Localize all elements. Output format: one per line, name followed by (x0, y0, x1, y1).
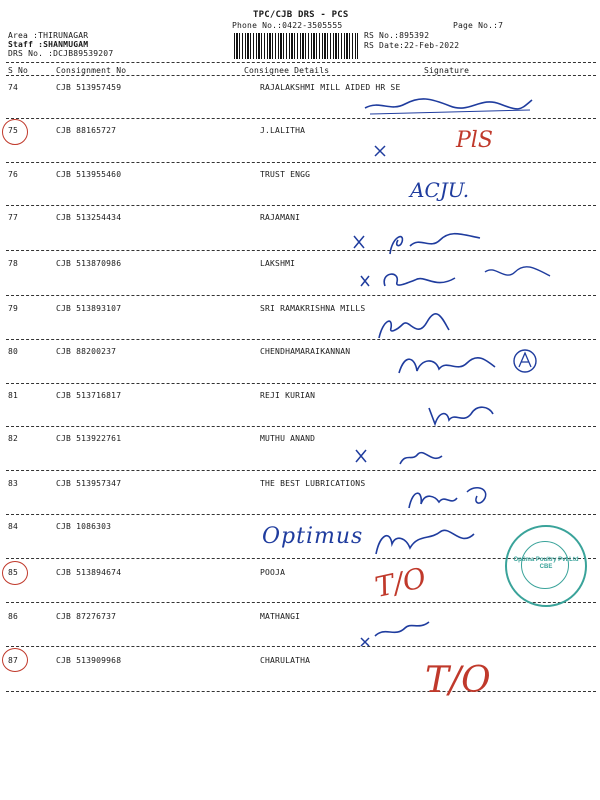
row-consignment: CJB 513893107 (56, 304, 122, 313)
row-consignee: RAJAMANI (260, 213, 301, 222)
pls-annotation: PlS (456, 128, 493, 153)
row-sno: 84 (8, 522, 19, 531)
row-divider (6, 470, 596, 471)
cross-mark-75 (371, 142, 391, 162)
table-row (0, 213, 600, 258)
to-annotation-87: T/O (425, 660, 491, 701)
signature-scribble-79 (373, 310, 453, 344)
row-consignee: POOJA (260, 568, 286, 577)
row-consignment: CJB 87276737 (56, 612, 117, 621)
signature-scribble-78 (355, 262, 555, 298)
row-consignment: CJB 88165727 (56, 126, 117, 135)
row-consignee: REJI KURIAN (260, 391, 316, 400)
row-consignment: CJB 513957347 (56, 479, 122, 488)
row-consignment: CJB 88200237 (56, 347, 117, 356)
row-consignee: CHENDHAMARAIKANNAN (260, 347, 351, 356)
column-consignment: Consignment No (56, 66, 127, 75)
row-sno: 76 (8, 170, 19, 179)
header-divider (6, 62, 596, 63)
signature-scribble-74 (360, 90, 540, 120)
drs-number: DRS No. :DCJB89539207 (8, 49, 114, 58)
row-sno: 78 (8, 259, 19, 268)
table-row (0, 612, 600, 657)
row-consignment: CJB 513716817 (56, 391, 122, 400)
row-consignee: LAKSHMI (260, 259, 296, 268)
row-consignment: CJB 513254434 (56, 213, 122, 222)
row-87-circle-mark (2, 648, 28, 672)
document-title: TPC/CJB DRS - PCS (253, 10, 349, 20)
row-sno: 75 (8, 126, 19, 135)
row-divider (6, 250, 596, 251)
row-85-circle-mark (2, 561, 28, 585)
column-sno: S No (8, 66, 29, 75)
row-consignee: J.LALITHA (260, 126, 306, 135)
row-sno: 79 (8, 304, 19, 313)
row-divider (6, 602, 596, 603)
company-stamp (505, 525, 587, 607)
row-sno: 80 (8, 347, 19, 356)
row-consignee: THE BEST LUBRICATIONS (260, 479, 366, 488)
to-annotation-85: T/O (372, 561, 429, 604)
table-row (0, 170, 600, 215)
signature-scribble-77 (350, 226, 490, 260)
row-sno: 74 (8, 83, 19, 92)
table-row (0, 391, 600, 436)
stamp-text: Optima Poultry Pvt Ltd CBE (513, 557, 579, 570)
row-divider (6, 514, 596, 515)
page-number: Page No.:7 (453, 21, 504, 30)
row-divider (6, 646, 596, 647)
signature-scribble-80 (395, 347, 545, 383)
row-sno: 87 (8, 656, 19, 665)
row-divider (6, 162, 596, 163)
row-divider (6, 691, 596, 692)
optimus-annotation: Optimus (262, 524, 364, 549)
row-divider (6, 383, 596, 384)
row-sno: 85 (8, 568, 19, 577)
column-consignee: Consignee Details (244, 66, 330, 75)
table-row (0, 479, 600, 524)
row-sno: 83 (8, 479, 19, 488)
barcode (234, 33, 358, 59)
row-consignee: MUTHU ANAND (260, 434, 316, 443)
row-consignee: TRUST ENGG (260, 170, 311, 179)
rs-date: RS Date:22-Feb-2022 (364, 41, 460, 50)
row-consignment: CJB 513955460 (56, 170, 122, 179)
row-sno: 81 (8, 391, 19, 400)
rs-number: RS No.:895392 (364, 31, 430, 40)
row-consignee: SRI RAMAKRISHNA MILLS (260, 304, 366, 313)
row-consignment: CJB 513922761 (56, 434, 122, 443)
row-sno: 82 (8, 434, 19, 443)
row-consignee: RAJALAKSHMI MILL AIDED HR SE (260, 83, 401, 92)
staff-label: Staff :SHANMUGAM (8, 40, 89, 49)
table-row (0, 304, 600, 349)
row-consignee: MATHANGI (260, 612, 301, 621)
signature-scribble-86 (355, 612, 435, 652)
area-label: Area :THIRUNAGAR (8, 31, 89, 40)
row-divider (6, 339, 596, 340)
row-consignment: CJB 513909968 (56, 656, 122, 665)
row-consignment: CJB 513957459 (56, 83, 122, 92)
table-row (0, 126, 600, 171)
row-sno: 86 (8, 612, 19, 621)
row-consignee: CHARULATHA (260, 656, 311, 665)
signature-scribble-82 (350, 442, 450, 470)
row-divider (6, 426, 596, 427)
signature-scribble-84 (370, 524, 480, 560)
signature-scribble-83 (405, 482, 505, 516)
row-75-circle-mark (2, 119, 28, 145)
row-consignment: CJB 513870986 (56, 259, 122, 268)
phone-number: Phone No.:0422-3505555 (232, 21, 343, 30)
row-divider (6, 205, 596, 206)
table-row (0, 656, 600, 701)
column-signature: Signature (424, 66, 470, 75)
table-row (0, 434, 600, 479)
row-consignment: CJB 1086303 (56, 522, 112, 531)
signature-scribble-81 (425, 398, 505, 428)
row-sno: 77 (8, 213, 19, 222)
column-divider (6, 75, 596, 76)
acju-annotation: ACJU. (410, 178, 470, 202)
row-consignment: CJB 513894674 (56, 568, 122, 577)
